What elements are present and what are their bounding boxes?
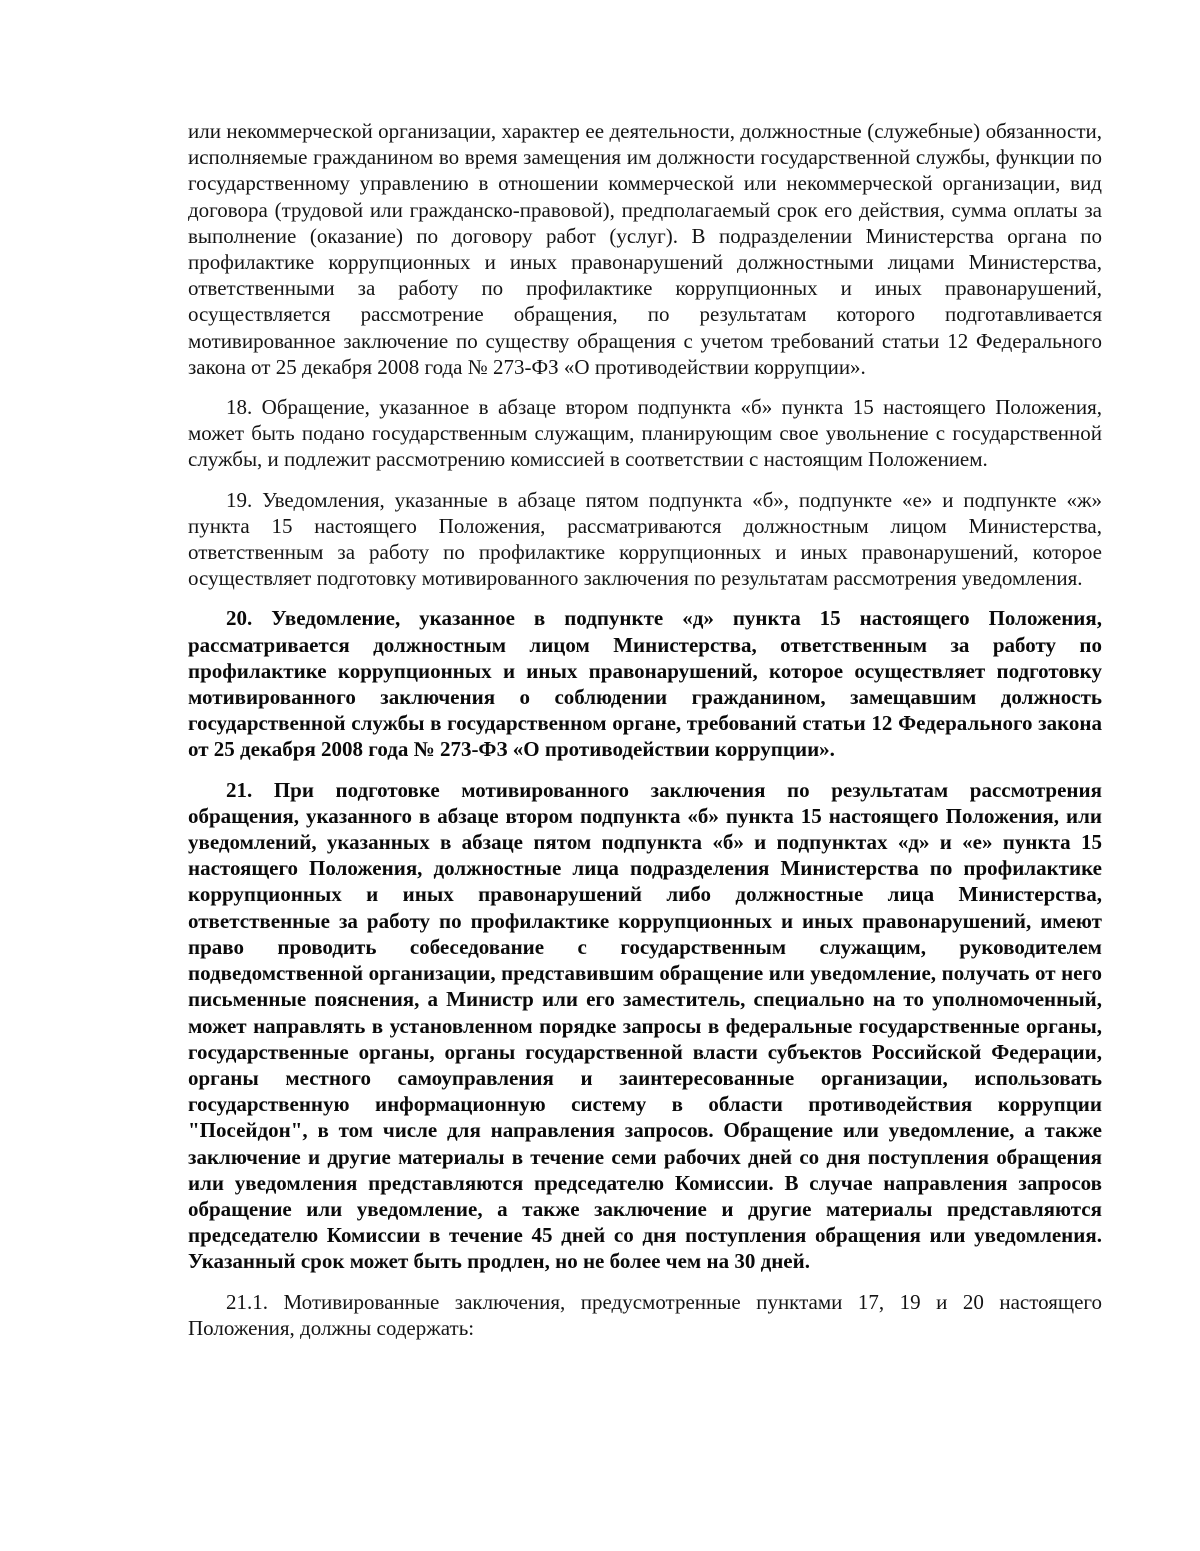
paragraph-19: 19. Уведомления, указанные в абзаце пятом подпункта «б», подпункте «е» и подпункте «ж» пункта 15 настоящего Положения, рассматриваются должностным лицом Министерства, ответственным за работу по профилактике коррупционных и иных правонарушений, которое осуществляет подготовку мотивированного заключения по результатам рассмотрения уведомления. [188,487,1102,591]
paragraph-21: 21. При подготовке мотивированного заключения по результатам рассмотрения обращения, указанного в абзаце втором подпункта «б» пункта 15 настоящего Положения, или уведомлений, указанных в абзаце пятом подпункта «б» и подпунктах «д» и «е» пункта 15 настоящего Положения, должностные лица подразделения Министерства по профилактике коррупционных и иных правонарушений либо должностные лица Министерства, ответственные за работу по профилактике коррупционных и иных правонарушений, имеют право проводить собеседование с государственным служащим, руководителем подведомственной организации, представившим обращение или уведомление, получать от него письменные пояснения, а Министр или его заместитель, специально на то уполномоченный, может направлять в установленном порядке запросы в федеральные государственные органы, государственные органы, органы государственной власти субъектов Российской Федерации, органы местного самоуправления и заинтересованные организации, использовать государственную информационную систему в области противодействия коррупции "Посейдон", в том числе для направления запросов. Обращение или уведомление, а также заключение и другие материалы в течение семи рабочих дней со дня поступления обращения или уведомления представляются председателю Комиссии. В случае направления запросов обращение или уведомление, а также заключение и другие материалы представляются председателю Комиссии в течение 45 дней со дня поступления обращения или уведомления. Указанный срок может быть продлен, но не более чем на 30 дней. [188,777,1102,1274]
document-page [188,118,1102,1355]
paragraph-20: 20. Уведомление, указанное в подпункте «д» пункта 15 настоящего Положения, рассматривается должностным лицом Министерства, ответственным за работу по профилактике коррупционных и иных правонарушений, которое осуществляет подготовку мотивированного заключения о соблюдении гражданином, замещавшим должность государственной службы в государственном органе, требований статьи 12 Федерального закона от 25 декабря 2008 года № 273-ФЗ «О противодействии коррупции». [188,606,1102,762]
paragraph-18: 18. Обращение, указанное в абзаце втором подпункта «б» пункта 15 настоящего Положения, может быть подано государственным служащим, планирующим свое увольнение с государственной службы, и подлежит рассмотрению комиссией в соответствии с настоящим Положением. [188,395,1102,472]
paragraph-21-1: 21.1. Мотивированные заключения, предусмотренные пунктами 17, 19 и 20 настоящего Положения, должны содержать: [188,1289,1102,1340]
paragraph-17-continuation: или некоммерческой организации, характер ее деятельности, должностные (служебные) обязанности, исполняемые гражданином во время замещения им должности государственной службы, функции по государственному управлению в отношении коммерческой или некоммерческой организации, вид договора (трудовой или гражданско-правовой), предполагаемый срок его действия, сумма оплаты за выполнение (оказание) по договору работ (услуг). В подразделении Министерства органа по профилактике коррупционных и иных правонарушений должностными лицами Министерства, ответственными за работу по профилактике коррупционных и иных правонарушений, осуществляется рассмотрение обращения, по результатам которого подготавливается мотивированное заключение по существу обращения с учетом требований статьи 12 Федерального закона от 25 декабря 2008 года № 273-ФЗ «О противодействии коррупции». [188,119,1102,379]
